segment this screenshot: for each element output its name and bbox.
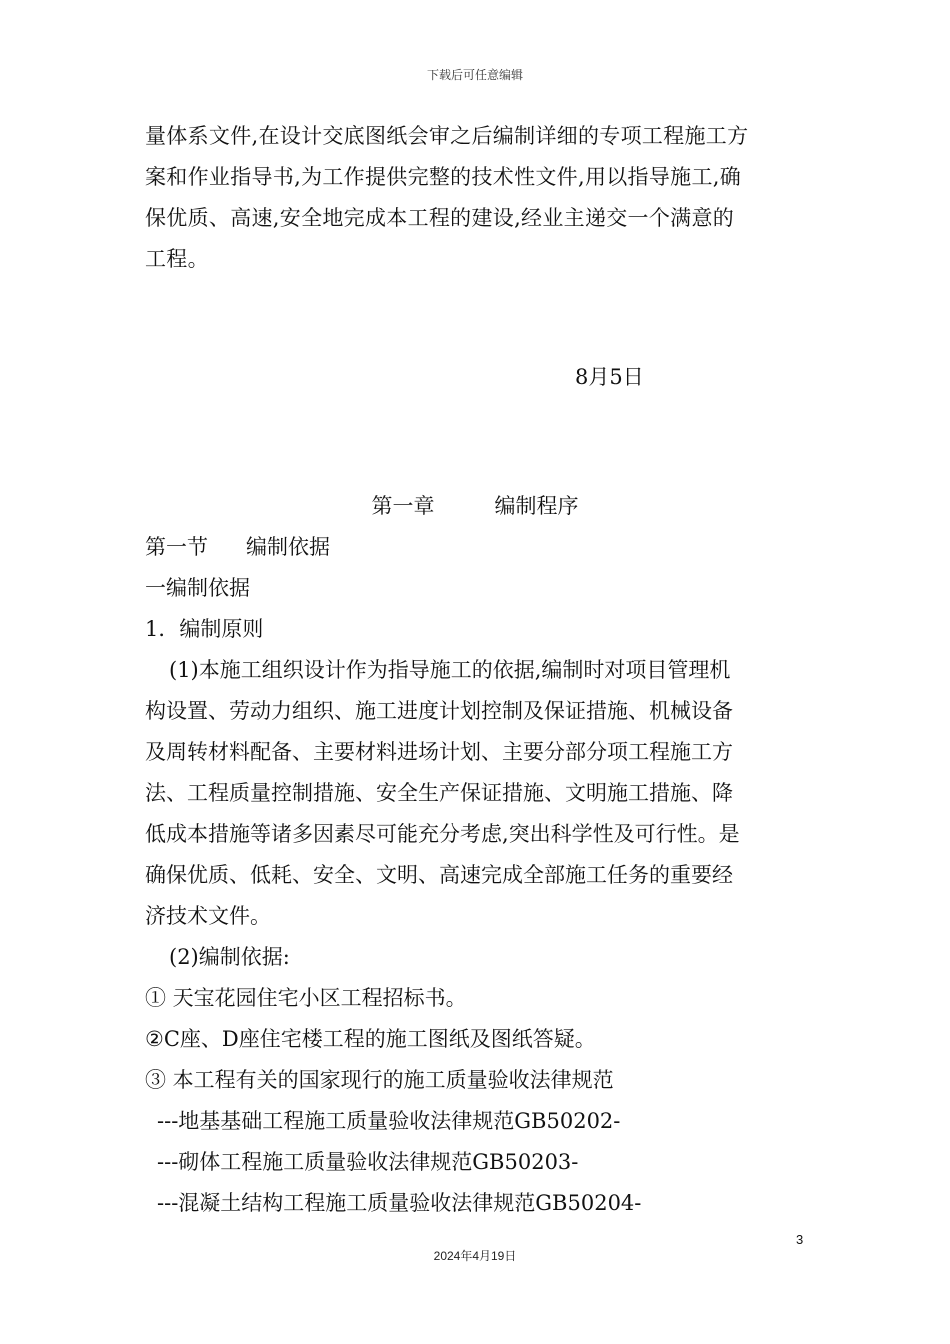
intro-line: 量体系文件,在设计交底图纸会审之后编制详细的专项工程施工方 (145, 124, 749, 148)
section-number: 第一节 (145, 535, 208, 559)
standard-item: ---地基基础工程施工质量验收法律规范GB50202- (157, 1109, 621, 1133)
principle-line: 构设置、劳动力组织、施工进度计划控制及保证措施、机械设备 (145, 699, 733, 723)
basis-item: ②C座、D座住宅楼工程的施工图纸及图纸答疑。 (145, 1027, 596, 1051)
date: 8月5日 (575, 365, 644, 389)
principle-line: 济技术文件。 (145, 904, 271, 928)
basis-item: ① 天宝花园住宅小区工程招标书。 (145, 986, 467, 1010)
item-heading: 1．编制原则 (145, 617, 264, 641)
intro-line: 案和作业指导书,为工作提供完整的技术性文件,用以指导施工,确 (145, 165, 742, 189)
page-footer: 2024年4月19日 (433, 1249, 517, 1263)
intro-paragraph (145, 116, 809, 280)
chapter-heading (0, 486, 950, 527)
basis-item: ③ 本工程有关的国家现行的施工质量验收法律规范 (145, 1068, 614, 1092)
principle-line: 确保优质、低耗、安全、文明、高速完成全部施工任务的重要经 (145, 863, 733, 887)
standard-item: ---混凝土结构工程施工质量验收法律规范GB50204- (157, 1191, 642, 1215)
page-number: 3 (796, 1232, 804, 1247)
principle-line: 低成本措施等诸多因素尽可能充分考虑,突出科学性及可行性。是 (145, 822, 740, 846)
section-title: 编制依据 (246, 535, 330, 559)
intro-line: 工程。 (145, 247, 209, 271)
section-heading (145, 527, 809, 568)
intro-line: 保优质、高速,安全地完成本工程的建设,经业主递交一个满意的 (145, 206, 735, 230)
principle-line: 法、工程质量控制措施、安全生产保证措施、文明施工措施、降 (145, 781, 733, 805)
principle-line: (1)本施工组织设计作为指导施工的依据,编制时对项目管理机 (169, 658, 731, 682)
page-header: 下载后可任意编辑 (426, 68, 523, 82)
standard-item: ---砌体工程施工质量验收法律规范GB50203- (157, 1150, 579, 1174)
chapter-title: 编制程序 (494, 494, 579, 518)
subsection-heading: 一编制依据 (145, 576, 250, 600)
principle-line: 及周转材料配备、主要材料进场计划、主要分部分项工程施工方 (145, 740, 733, 764)
section-content (145, 527, 809, 1224)
basis-heading: (2)编制依据: (169, 945, 290, 969)
chapter-number: 第一章 (371, 494, 435, 518)
